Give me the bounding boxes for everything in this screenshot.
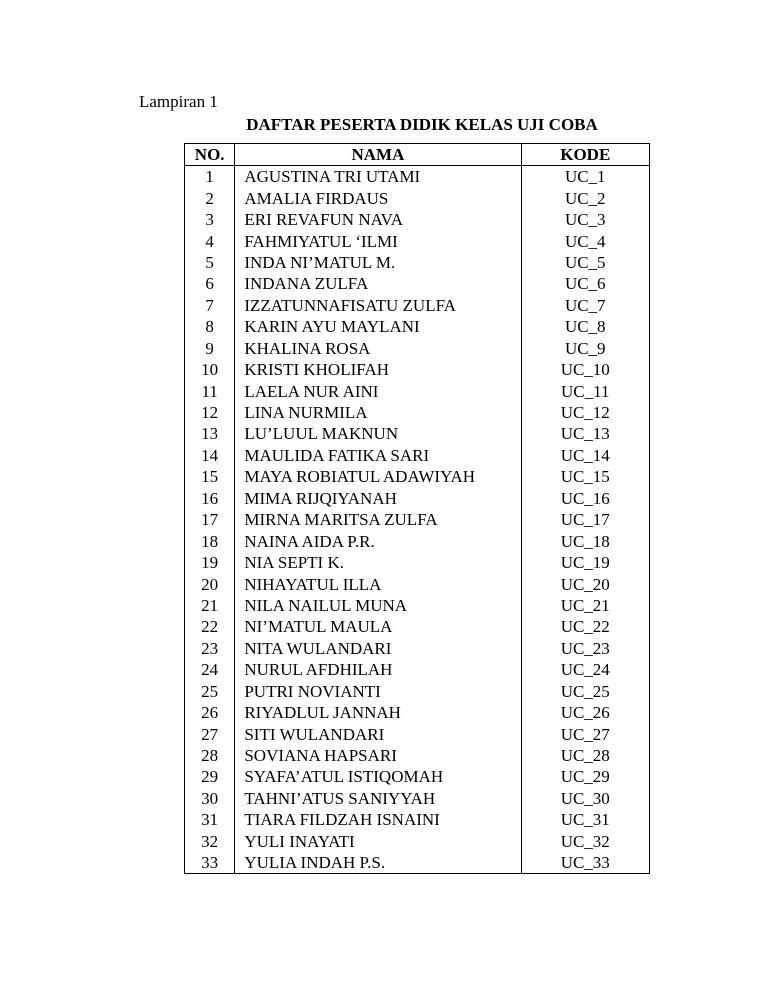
cell-kode: UC_23 [521, 638, 650, 659]
cell-kode: UC_31 [521, 809, 650, 830]
table-row [185, 230, 650, 251]
column-header-no: NO. [185, 144, 235, 166]
table-row [185, 616, 650, 637]
cell-kode: UC_27 [521, 723, 650, 744]
cell-kode: UC_18 [521, 530, 650, 551]
cell-no: 5 [185, 252, 235, 273]
table-row [185, 766, 650, 787]
table-row [185, 681, 650, 702]
cell-nama: NIA SEPTI K. [235, 552, 521, 573]
cell-no: 24 [185, 659, 235, 680]
table-row [185, 530, 650, 551]
table-row [185, 380, 650, 401]
cell-no: 2 [185, 187, 235, 208]
cell-kode: UC_9 [521, 338, 650, 359]
cell-nama: IZZATUNNAFISATU ZULFA [235, 295, 521, 316]
cell-nama: MIRNA MARITSA ZULFA [235, 509, 521, 530]
table-row [185, 316, 650, 337]
cell-kode: UC_28 [521, 745, 650, 766]
cell-kode: UC_13 [521, 423, 650, 444]
cell-no: 25 [185, 681, 235, 702]
table-header [185, 144, 650, 166]
cell-no: 8 [185, 316, 235, 337]
cell-no: 22 [185, 616, 235, 637]
table-row [185, 852, 650, 874]
table-row [185, 509, 650, 530]
cell-no: 9 [185, 338, 235, 359]
cell-kode: UC_10 [521, 359, 650, 380]
cell-nama: LAELA NUR AINI [235, 380, 521, 401]
cell-no: 6 [185, 273, 235, 294]
cell-nama: NITA WULANDARI [235, 638, 521, 659]
cell-kode: UC_6 [521, 273, 650, 294]
cell-nama: NURUL AFDHILAH [235, 659, 521, 680]
cell-kode: UC_20 [521, 573, 650, 594]
cell-nama: KARIN AYU MAYLANI [235, 316, 521, 337]
cell-kode: UC_12 [521, 402, 650, 423]
cell-no: 20 [185, 573, 235, 594]
cell-kode: UC_1 [521, 166, 650, 188]
cell-nama: AGUSTINA TRI UTAMI [235, 166, 521, 188]
cell-no: 21 [185, 595, 235, 616]
table-row [185, 745, 650, 766]
table-row [185, 359, 650, 380]
cell-kode: UC_22 [521, 616, 650, 637]
table-row [185, 809, 650, 830]
cell-no: 30 [185, 788, 235, 809]
cell-kode: UC_7 [521, 295, 650, 316]
cell-kode: UC_25 [521, 681, 650, 702]
cell-kode: UC_8 [521, 316, 650, 337]
cell-no: 28 [185, 745, 235, 766]
cell-no: 7 [185, 295, 235, 316]
cell-nama: INDA NI’MATUL M. [235, 252, 521, 273]
cell-nama: PUTRI NOVIANTI [235, 681, 521, 702]
cell-no: 11 [185, 380, 235, 401]
student-table [184, 143, 650, 874]
cell-kode: UC_29 [521, 766, 650, 787]
cell-nama: FAHMIYATUL ‘ILMI [235, 230, 521, 251]
table-row [185, 445, 650, 466]
table-row [185, 573, 650, 594]
table-row [185, 659, 650, 680]
cell-kode: UC_17 [521, 509, 650, 530]
header-row [185, 144, 650, 166]
cell-kode: UC_19 [521, 552, 650, 573]
column-header-nama: NAMA [235, 144, 521, 166]
cell-no: 29 [185, 766, 235, 787]
cell-kode: UC_26 [521, 702, 650, 723]
document-title: DAFTAR PESERTA DIDIK KELAS UJI COBA [246, 115, 598, 134]
cell-no: 12 [185, 402, 235, 423]
table-row [185, 788, 650, 809]
table-row [185, 595, 650, 616]
table-row [185, 702, 650, 723]
cell-kode: UC_2 [521, 187, 650, 208]
cell-no: 26 [185, 702, 235, 723]
cell-nama: MIMA RIJQIYANAH [235, 488, 521, 509]
cell-nama: RIYADLUL JANNAH [235, 702, 521, 723]
cell-nama: MAYA ROBIATUL ADAWIYAH [235, 466, 521, 487]
column-header-kode: KODE [521, 144, 650, 166]
table-row [185, 466, 650, 487]
cell-no: 4 [185, 230, 235, 251]
cell-nama: KRISTI KHOLIFAH [235, 359, 521, 380]
cell-no: 27 [185, 723, 235, 744]
cell-kode: UC_24 [521, 659, 650, 680]
cell-nama: SOVIANA HAPSARI [235, 745, 521, 766]
cell-no: 13 [185, 423, 235, 444]
cell-kode: UC_32 [521, 831, 650, 852]
appendix-label: Lampiran 1 [139, 92, 218, 111]
cell-kode: UC_21 [521, 595, 650, 616]
cell-nama: LU’LUUL MAKNUN [235, 423, 521, 444]
cell-no: 31 [185, 809, 235, 830]
cell-no: 1 [185, 166, 235, 188]
cell-nama: LINA NURMILA [235, 402, 521, 423]
table-row [185, 402, 650, 423]
cell-kode: UC_14 [521, 445, 650, 466]
table-row [185, 209, 650, 230]
cell-no: 23 [185, 638, 235, 659]
table-row [185, 638, 650, 659]
table-row [185, 723, 650, 744]
cell-kode: UC_4 [521, 230, 650, 251]
cell-no: 17 [185, 509, 235, 530]
table-row [185, 273, 650, 294]
cell-kode: UC_30 [521, 788, 650, 809]
table-row [185, 187, 650, 208]
cell-nama: MAULIDA FATIKA SARI [235, 445, 521, 466]
cell-nama: YULI INAYATI [235, 831, 521, 852]
cell-kode: UC_16 [521, 488, 650, 509]
cell-nama: NI’MATUL MAULA [235, 616, 521, 637]
cell-nama: NAINA AIDA P.R. [235, 530, 521, 551]
cell-nama: NIHAYATUL ILLA [235, 573, 521, 594]
cell-nama: INDANA ZULFA [235, 273, 521, 294]
table-row [185, 831, 650, 852]
table-row [185, 252, 650, 273]
cell-no: 16 [185, 488, 235, 509]
cell-nama: KHALINA ROSA [235, 338, 521, 359]
cell-nama: YULIA INDAH P.S. [235, 852, 521, 874]
cell-no: 3 [185, 209, 235, 230]
cell-kode: UC_11 [521, 380, 650, 401]
cell-nama: SITI WULANDARI [235, 723, 521, 744]
table-body [185, 166, 650, 874]
cell-kode: UC_3 [521, 209, 650, 230]
cell-no: 15 [185, 466, 235, 487]
cell-no: 33 [185, 852, 235, 874]
table-row [185, 552, 650, 573]
cell-no: 10 [185, 359, 235, 380]
cell-nama: AMALIA FIRDAUS [235, 187, 521, 208]
cell-nama: TIARA FILDZAH ISNAINI [235, 809, 521, 830]
cell-kode: UC_5 [521, 252, 650, 273]
cell-no: 18 [185, 530, 235, 551]
cell-kode: UC_33 [521, 852, 650, 874]
cell-no: 14 [185, 445, 235, 466]
cell-nama: SYAFA’ATUL ISTIQOMAH [235, 766, 521, 787]
table-row [185, 488, 650, 509]
cell-no: 19 [185, 552, 235, 573]
table-row [185, 166, 650, 188]
cell-kode: UC_15 [521, 466, 650, 487]
table-row [185, 338, 650, 359]
cell-nama: ERI REVAFUN NAVA [235, 209, 521, 230]
table-row [185, 423, 650, 444]
cell-no: 32 [185, 831, 235, 852]
table-row [185, 295, 650, 316]
cell-nama: NILA NAILUL MUNA [235, 595, 521, 616]
cell-nama: TAHNI’ATUS SANIYYAH [235, 788, 521, 809]
